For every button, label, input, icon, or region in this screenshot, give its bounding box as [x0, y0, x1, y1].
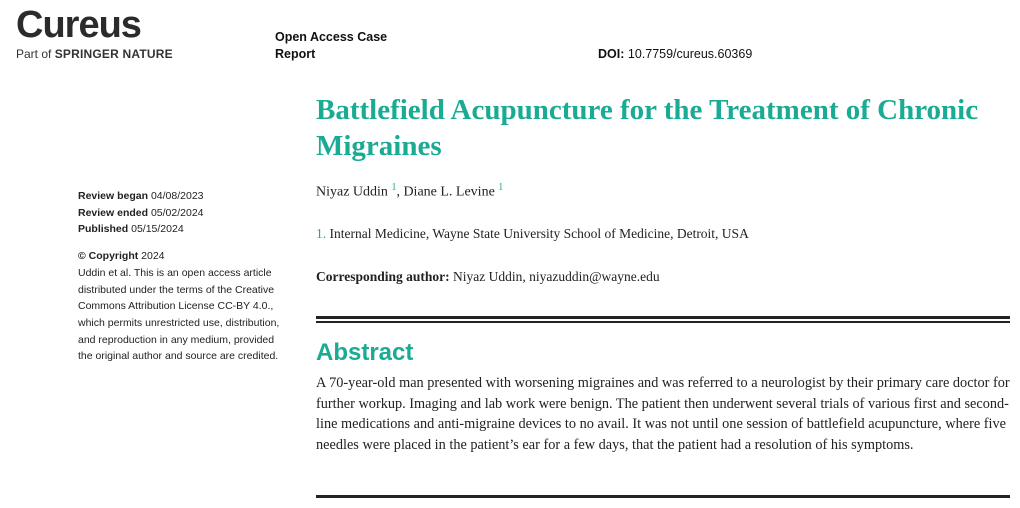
copyright	[78, 248, 290, 365]
author-affiliation-ref[interactable]: 1	[498, 182, 504, 193]
author-name[interactable]: Niyaz Uddin	[316, 184, 388, 200]
article-type: Open Access Case Report	[275, 30, 388, 61]
review-began	[78, 188, 290, 205]
review-began-value: 04/08/2023	[150, 190, 204, 202]
affiliation	[316, 225, 749, 243]
logo-wordmark: Cureus	[16, 4, 141, 46]
affiliation-number: 1.	[316, 226, 327, 241]
article-metadata-sidebar	[78, 188, 290, 365]
published-value: 05/15/2024	[131, 223, 184, 236]
published	[78, 221, 290, 238]
review-began-label: Review began	[78, 190, 149, 202]
section-divider	[316, 316, 1010, 323]
copyright-label: © Copyright	[78, 250, 139, 263]
corresponding-value[interactable]: Niyaz Uddin, niyazuddin@wayne.edu	[453, 269, 660, 284]
review-ended-value: 05/02/2024	[150, 206, 204, 219]
published-label: Published	[78, 223, 129, 236]
logo-subtitle	[16, 48, 173, 61]
cureus-logo[interactable]	[16, 6, 173, 61]
doi-label: DOI:	[598, 47, 625, 61]
article-title: Battlefield Acupuncture for the Treatment of Chronic Migraines	[316, 94, 979, 162]
copyright-line	[78, 248, 290, 265]
abstract-heading: Abstract	[316, 339, 414, 366]
doi-value[interactable]: 10.7759/cureus.60369	[627, 47, 753, 61]
review-ended	[78, 205, 290, 222]
license-text: Uddin et al. This is an open access article distributed under the terms of the Creative Commons Attribution License CC-BY 4.0., which permits unrestricted use, distribution, and reproduction in any medium, provided the original author and source are credited.	[78, 266, 280, 363]
corresponding-author	[316, 268, 660, 286]
doi	[598, 46, 752, 63]
review-ended-label: Review ended	[78, 206, 149, 219]
author-list	[316, 179, 503, 202]
logo-part-of: Part of	[16, 47, 52, 61]
abstract-text: A 70-year-old man presented with worsening migraines and was referred to a neurologist by their primary care doctor for further workup. Imaging and lab work were benign. The patient then underwent several trials of various first and second-line medications and anti-migraine devices to no avail. It was not until one session of battlefield acupuncture, where five needles were placed in the patient’s ear for a few days, that the patient had a resolution of his symptoms.	[316, 375, 1010, 453]
copyright-year: 2024	[141, 250, 165, 263]
section-divider	[316, 495, 1010, 498]
corresponding-label: Corresponding author:	[316, 269, 450, 284]
affiliation-text: Internal Medicine, Wayne State University School of Medicine, Detroit, USA	[329, 226, 749, 241]
author-name[interactable]: Diane L. Levine	[403, 184, 495, 200]
author-affiliation-ref[interactable]: 1	[391, 182, 397, 193]
author-separator: ,	[396, 184, 404, 200]
logo-brand: SPRINGER NATURE	[54, 47, 173, 61]
